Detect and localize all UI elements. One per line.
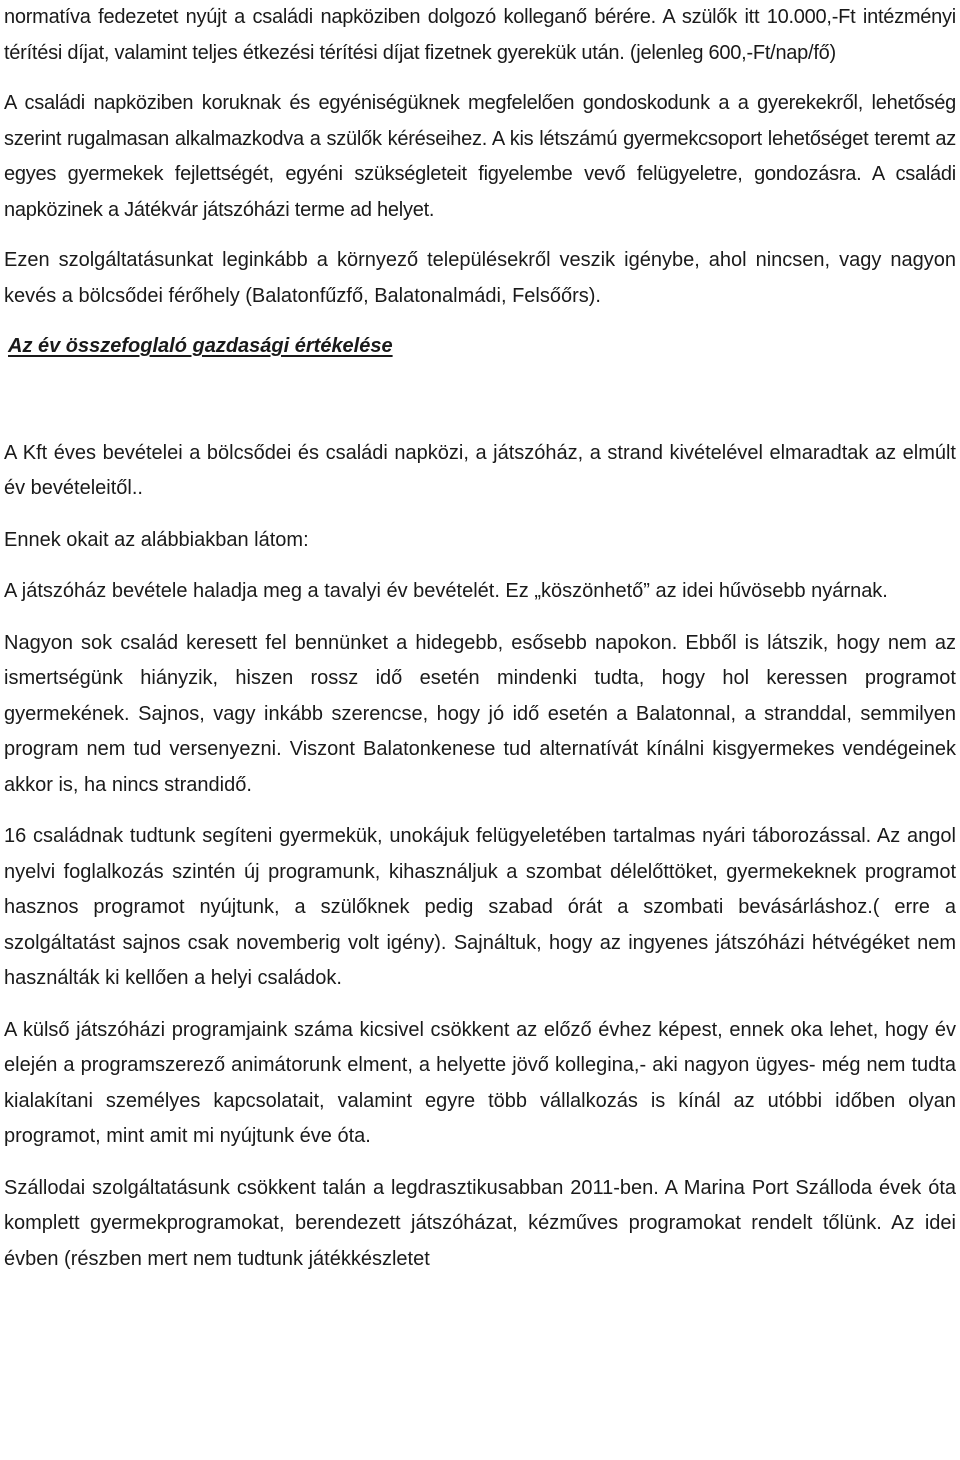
document-page: [4, 0, 956, 1277]
paragraph-reasons-intro: Ennek okait az alábbiakban látom:: [4, 528, 309, 551]
paragraph-intro: normatíva fedezetet nyújt a családi napköziben dolgozó kolleganő bérére. A szülők itt 10.000,-Ft intézményi térítési díjat, valamint teljes étkezési térítési díjat fizetnek gyerekük után. (jelenleg 600,-Ft/nap/fő): [4, 6, 956, 64]
paragraph-external-programs: A külső játszóházi programjaink száma kicsivel csökkent az előző évhez képest, ennek oka lehet, hogy év elején a programszerező animátorunk elment, a helyette jövő kollegina,- aki nagyon ügyes- még nem tudta kialakítani személyes kapcsolatait, valamint egyre több vállalkozás is kínál az utóbbi időben olyan programot, mint amit mi nyújtunk éve óta.: [4, 1018, 956, 1147]
paragraph-hotel-services: Szállodai szolgáltatásunk csökkent talán a legdrasztikusabban 2011-ben. A Marina Port Szálloda évek óta komplett gyermekprogramokat, berendezett játszóházat, kézműves programokat rendelt tőlünk. Az idei évben (részben mert nem tudtunk játékkészletet: [4, 1176, 956, 1270]
paragraph-service-demand: Ezen szolgáltatásunkat leginkább a környező településekről veszik igénybe, ahol nincsen, vagy nagyon kevés a bölcsődei férőhely (Balatonfűzfő, Balatonalmádi, Felsőőrs).: [4, 249, 956, 307]
paragraph-summer-camp: 16 családnak tudtunk segíteni gyermekük, unokájuk felügyeletében tartalmas nyári táborozással. Az angol nyelvi foglalkozás szintén új programunk, kihasználjuk a szombat délelőttöket, gyermekeknek programot hasznos programot nyújtunk, a szülőknek pedig szabad órát a szombati bevásárláshoz.( erre a szolgáltatást sajnos csak novemberig volt igény). Sajnáltuk, hogy az ingyenes játszóházi hétvégéket nem használták ki kellően a helyi családok.: [4, 825, 956, 989]
section-heading: Az év összefoglaló gazdasági értékelése: [8, 335, 393, 357]
paragraph-visiting-families: Nagyon sok család keresett fel bennünket a hidegebb, esősebb napokon. Ebből is látszik, hogy nem az ismertségünk hiányzik, hiszen rossz idő esetén mindenki tudta, hogy hol keressen programot gyermekének. Sajnos, vagy inkább szerencse, hogy jó idő esetén a Balatonnal, a stranddal, semmilyen program nem tud versenyezni. Viszont Balatonkenese tud alternatívát kínálni kisgyermekes vendégeinek akkor is, ha nincs strandidő.: [4, 631, 956, 796]
paragraph-playhouse-revenue: A játszóház bevétele haladja meg a tavalyi év bevételét. Ez „köszönhető” az idei hűvösebb nyárnak.: [4, 580, 888, 602]
paragraph-revenue: A Kft éves bevételei a bölcsődei és családi napközi, a játszóház, a strand kivételével elmaradtak az elmúlt év bevételeitől..: [4, 441, 956, 499]
paragraph-family-daycare: A családi napköziben koruknak és egyéniségüknek megfelelően gondoskodunk a a gyerekekről, lehetőség szerint rugalmasan alkalmazkodva a szülők kéréseihez. A kis létszámú gyermekcsoport lehetőséget teremt az egyes gyermekek fejlettségét, egyéni szükségleteit figyelembe vevő felügyeletre, gondozásra. A családi napközinek a Játékvár játszóházi terme ad helyet.: [4, 92, 956, 221]
